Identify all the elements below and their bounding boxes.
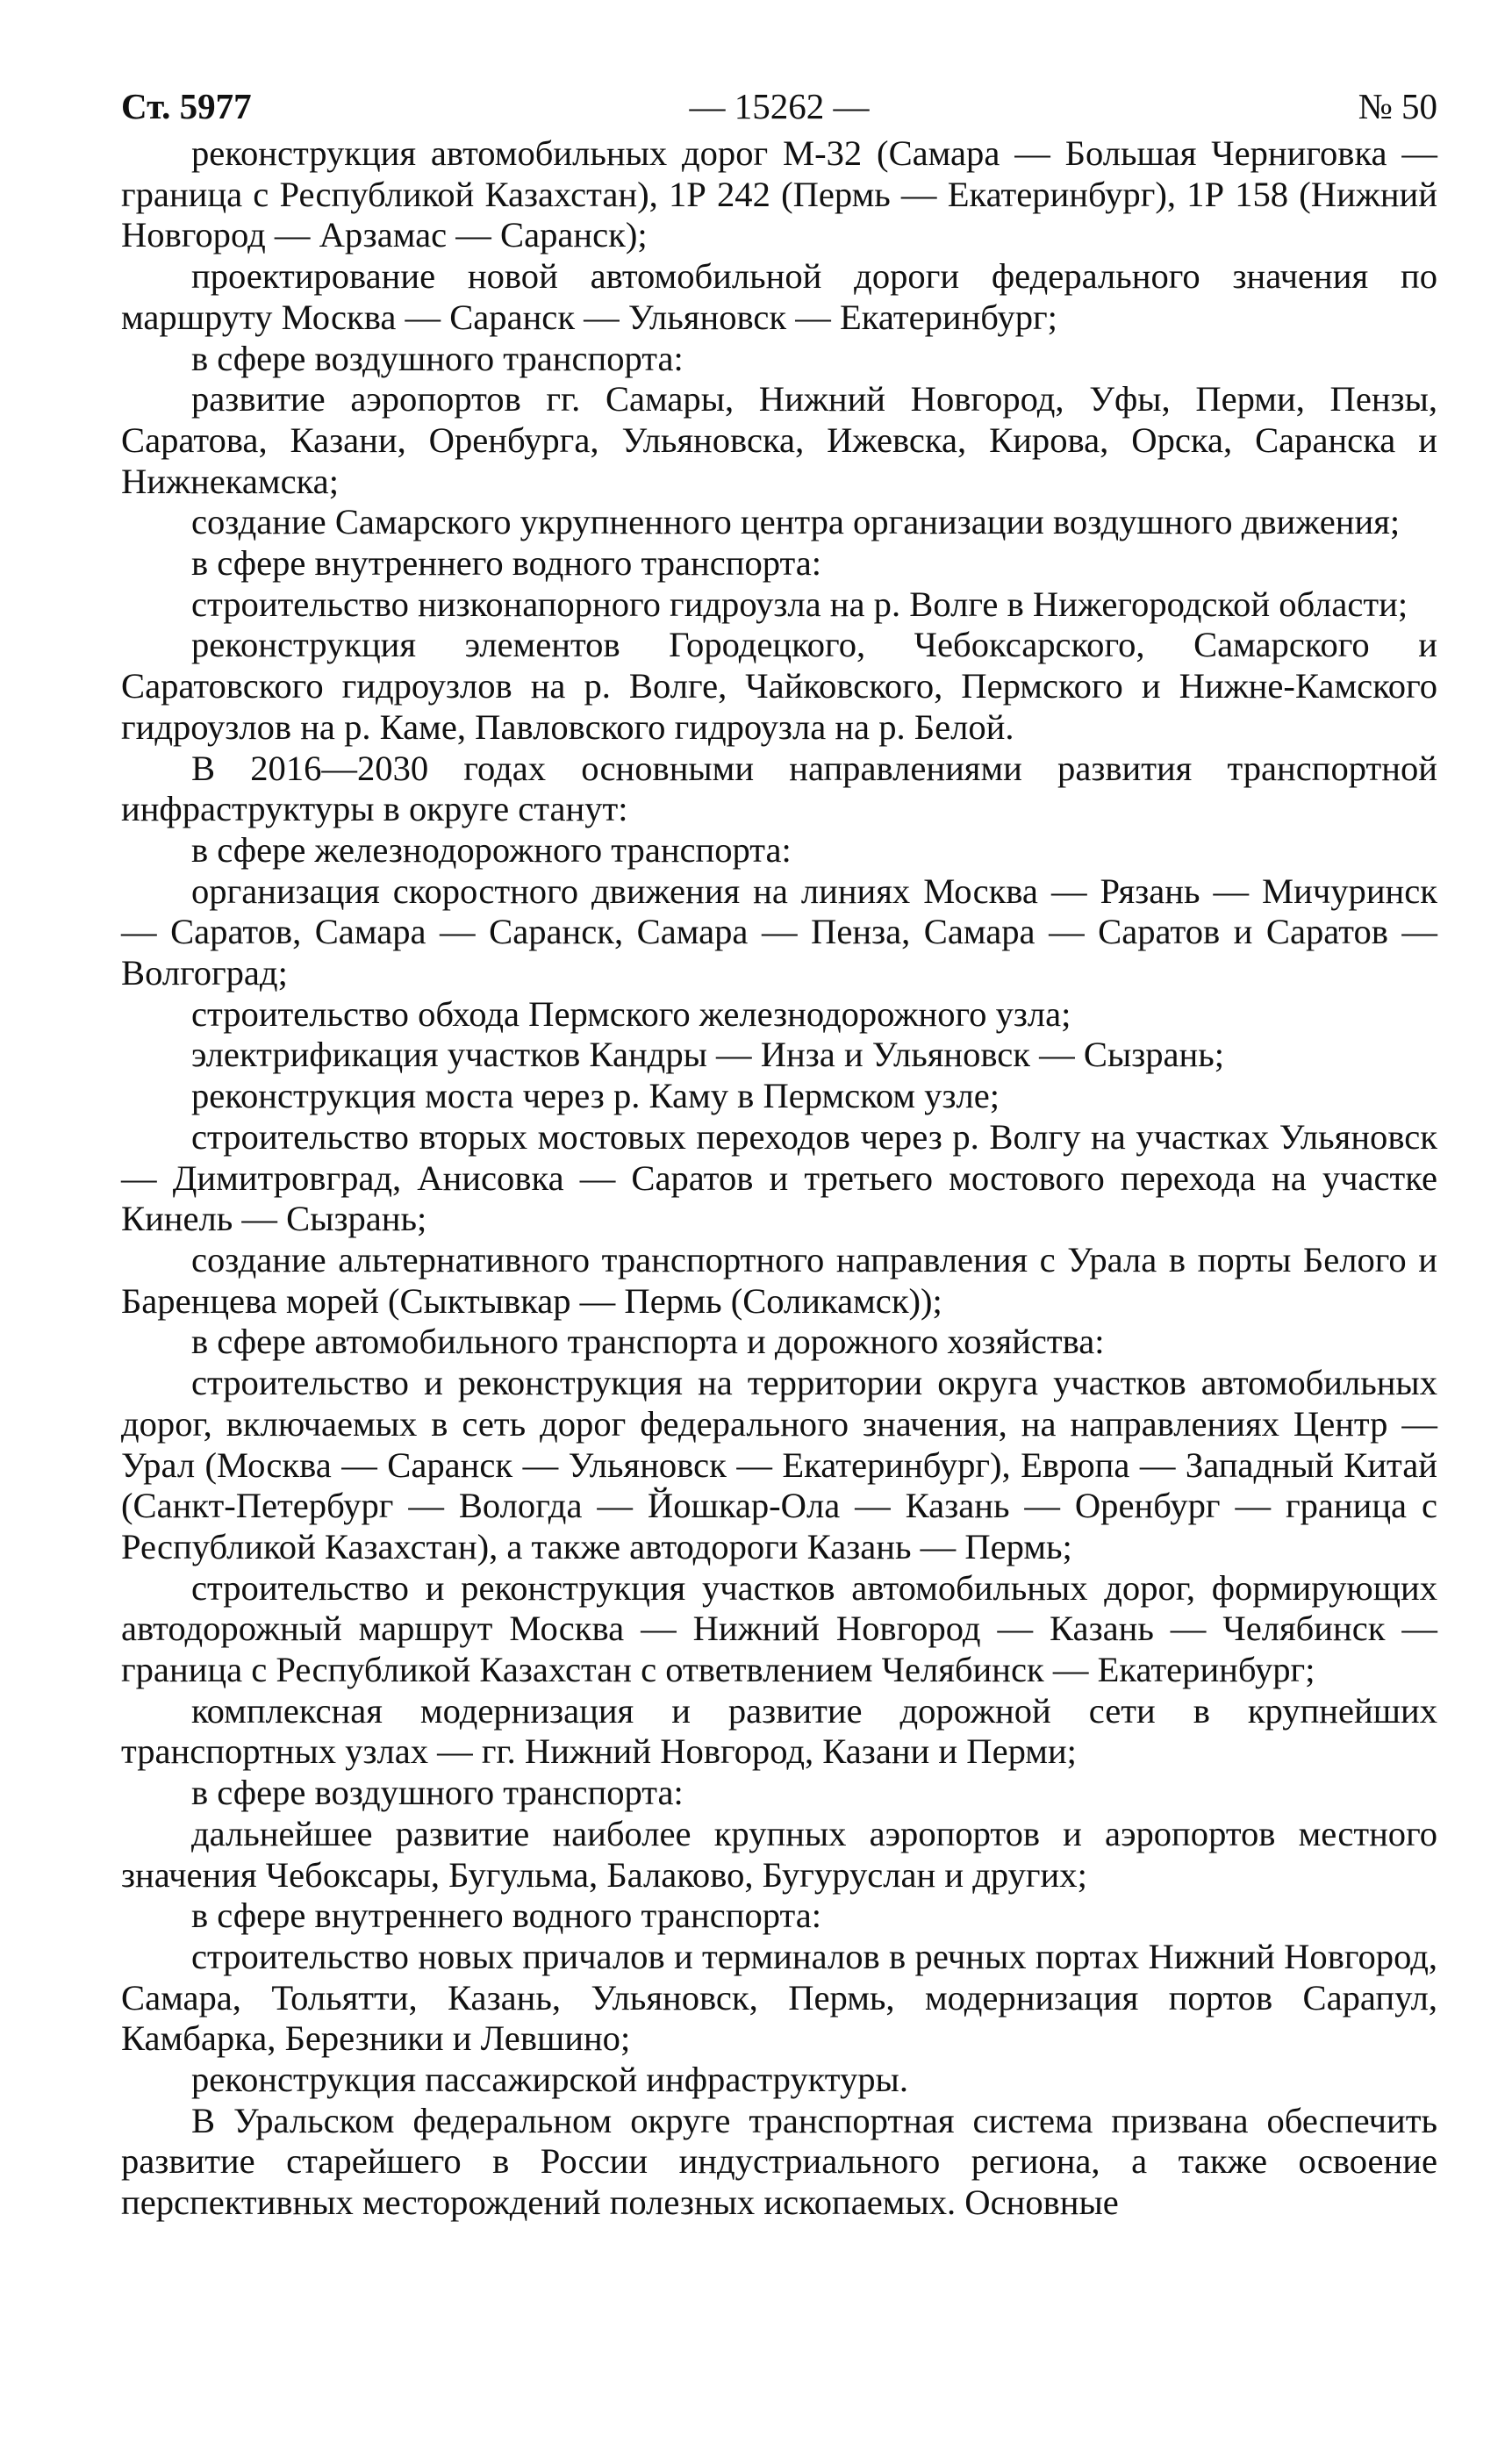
paragraph: В 2016—2030 годах основными направлениями развития транспортной инфраструктуры в округе станут:	[121, 748, 1437, 829]
paragraph: дальнейшее развитие наиболее крупных аэропортов и аэропортов местного значения Чебоксары, Бугульма, Балаково, Бугуруслан и других;	[121, 1813, 1437, 1895]
paragraph: строительство вторых мостовых переходов через р. Волгу на участках Ульяновск — Димитровград, Анисовка — Саратов и третьего мостового перехода на участке Кинель — Сызрань;	[121, 1116, 1437, 1239]
page-header	[121, 79, 1437, 133]
paragraph: создание Самарского укрупненного центра организации воздушного движения;	[191, 502, 1401, 542]
paragraph: комплексная модернизация и развитие дорожной сети в крупнейших транспортных узлах — гг. Нижний Новгород, Казани и Перми;	[121, 1690, 1437, 1772]
paragraph: развитие аэропортов гг. Самары, Нижний Новгород, Уфы, Перми, Пензы, Саратова, Казани, Оренбурга, Ульяновска, Ижевска, Кирова, Орска, Саранска и Нижнекамска;	[121, 379, 1437, 501]
paragraph: электрификация участков Кандры — Инза и Ульяновск — Сызрань;	[191, 1035, 1225, 1075]
paragraph: проектирование новой автомобильной дороги федерального значения по маршруту Москва — Саранск — Ульяновск — Екатеринбург;	[121, 256, 1437, 337]
paragraph: реконструкция автомобильных дорог М-32 (Самара — Большая Черниговка — граница с Республикой Казахстан), 1Р 242 (Пермь — Екатеринбург), 1Р 158 (Нижний Новгород — Арзамас — Саранск);	[121, 133, 1437, 255]
issue-number: № 50	[1358, 86, 1437, 126]
paragraph: в сфере железнодорожного транспорта:	[191, 829, 792, 870]
paragraph: организация скоростного движения на линиях Москва — Рязань — Мичуринск — Саратов, Самара — Саранск, Самара — Пенза, Самара — Саратов и Саратов — Волгоград;	[121, 871, 1437, 993]
paragraph: строительство низконапорного гидроузла на р. Волге в Нижегородской области;	[191, 584, 1408, 624]
article-number: Ст. 5977	[121, 86, 252, 126]
paragraph: в сфере воздушного транспорта:	[191, 1773, 684, 1813]
paragraph: реконструкция моста через р. Каму в Пермском узле;	[191, 1076, 1000, 1116]
paragraph: строительство и реконструкция участков автомобильных дорог, формирующих автодорожный маршрут Москва — Нижний Новгород — Казань — Челябинск — граница с Республикой Казахстан с ответвлением Челябинск — Екатеринбург;	[121, 1567, 1437, 1690]
paragraph: строительство обхода Пермского железнодорожного узла;	[191, 993, 1071, 1034]
page-number: — 15262 —	[689, 86, 870, 126]
paragraph: строительство новых причалов и терминалов в речных портах Нижний Новгород, Самара, Тольятти, Казань, Ульяновск, Пермь, модернизация портов Сарапул, Камбарка, Березники и Левшино;	[121, 1936, 1437, 2059]
paragraph: в сфере внутреннего водного транспорта:	[191, 1896, 822, 1936]
paragraph: в сфере автомобильного транспорта и дорожного хозяйства:	[191, 1322, 1105, 1362]
document-body	[121, 133, 1437, 2224]
paragraph: строительство и реконструкция на территории округа участков автомобильных дорог, включаемых в сеть дорог федерального значения, на направлениях Центр — Урал (Москва — Саранск — Ульяновск — Екатеринбург), Европа — Западный Китай (Санкт-Петербург — Вологда — Йошкар-Ола — Казань — Оренбург — граница с Республикой Казахстан), а также автодороги Казань — Пермь;	[121, 1363, 1437, 1566]
paragraph: В Уральском федеральном округе транспортная система призвана обеспечить развитие старейшего в России индустриального региона, а также освоение перспективных месторождений полезных ископаемых. Основные	[121, 2100, 1437, 2223]
paragraph: реконструкция пассажирской инфраструктуры.	[191, 2060, 908, 2100]
paragraph: создание альтернативного транспортного направления с Урала в порты Белого и Баренцева морей (Сыктывкар — Пермь (Соликамск));	[121, 1239, 1437, 1321]
paragraph: реконструкция элементов Городецкого, Чебоксарского, Самарского и Саратовского гидроузлов на р. Волге, Чайковского, Пермского и Нижне-Камского гидроузлов на р. Каме, Павловского гидроузла на р. Белой.	[121, 625, 1437, 747]
paragraph: в сфере воздушного транспорта:	[191, 338, 684, 378]
paragraph: в сфере внутреннего водного транспорта:	[191, 543, 822, 584]
